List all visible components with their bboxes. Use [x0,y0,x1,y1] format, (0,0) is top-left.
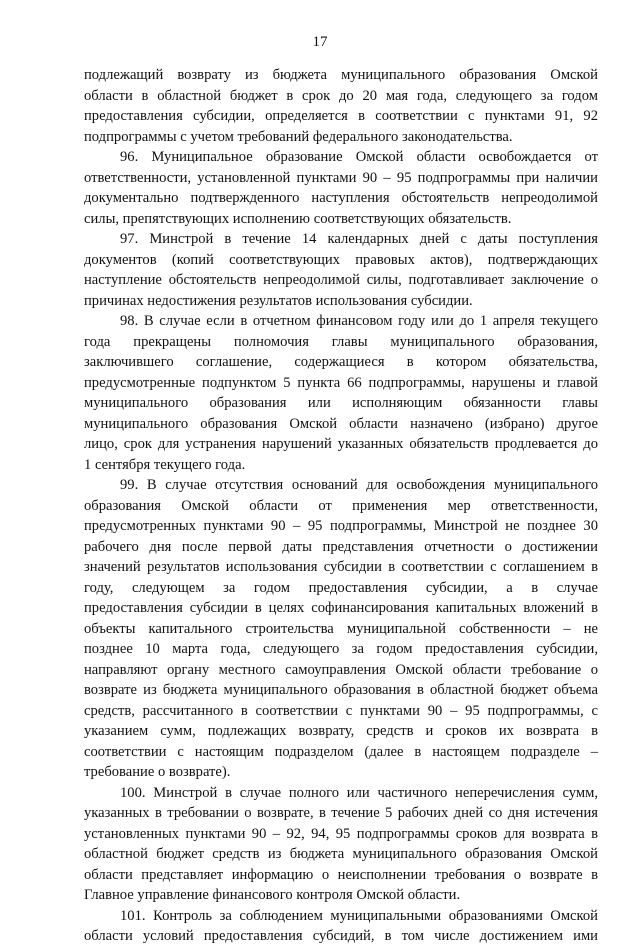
text-line: документально подтвержденного наступления обстоятельств непреодолимой [84,190,598,206]
text-line: 97. Минстрой в течение 14 календарных дней с даты поступления [120,231,598,247]
text-line: предоставления субсидии в целях софинансирования капитальных вложений в [84,600,598,616]
text-line: предусмотренных пунктами 90 – 95 подпрограммы, Минстрой не позднее 30 [84,518,598,534]
text-line: соответствии с настоящим подразделом (далее в настоящем подразделе – [84,743,598,760]
text-line: года прекращены полномочия главы муниципального образования, [84,333,598,350]
text-line: 100. Минстрой в случае полного или частичного неперечисления сумм, [120,784,598,801]
text-line: подлежащий возврату из бюджета муниципального образования Омской [84,67,598,83]
text-line: области представляет информацию о неисполнении требования о возврате в [84,866,598,883]
text-line: 99. В случае отсутствия оснований для освобождения муниципального [120,477,598,493]
text-line: позднее 10 марта года, следующего за годом предоставления субсидии, [84,641,598,657]
text-line: подпрограммы с учетом требований федерального законодательства. [84,128,513,145]
text-line: заключившего соглашение, содержащиеся в котором обязательства, [84,354,598,370]
text-line: указанием сумм, подлежащих возврату, средств и сроков их возврата в [84,723,598,739]
text-line: области условий предоставления субсидий, в том числе достижением ими [84,928,598,944]
text-line: объекты капитального строительства муниципальной собственности – не [84,620,598,637]
text-line: средств, рассчитанного в соответствии с пунктами 90 – 95 подпрограммы, с [84,702,598,719]
text-line: предусмотренные подпунктом 5 пункта 66 подпрограммы, нарушены и главой [84,374,598,391]
text-line: ответственности, установленной пунктами 90 – 95 подпрограммы при наличии [84,169,598,186]
text-line: муниципального образования или исполняющим обязанности главы [84,395,598,411]
page-number: 17 [312,34,328,50]
text-line: 98. В случае если в отчетном финансовом году или до 1 апреля текущего [120,313,598,329]
text-line: предоставления субсидии, определяется в соответствии с пунктами 91, 92 [84,108,598,124]
text-line: 96. Муниципальное образование Омской области освобождается от [120,149,598,165]
text-line: 1 сентября текущего года. [84,456,246,473]
text-line: возврате из бюджета муниципального образования в областной бюджет объема [84,682,598,698]
text-line: рабочего дня после первой даты представления отчетности о достижении [84,538,598,555]
text-line: наступление обстоятельств непреодолимой силы, подготавливает заключение о [84,272,598,288]
text-line: 101. Контроль за соблюдением муниципальными образованиями Омской [120,907,598,924]
text-line: направляют органу местного самоуправления Омской области требование о [84,661,598,678]
document-body [84,65,598,947]
text-line: Главное управление финансового контроля Омской области. [84,887,461,903]
text-line: области в областной бюджет в срок до 20 мая года, следующего за годом [84,87,598,104]
text-line: образования Омской области от применения мер ответственности, [84,497,598,514]
text-line: областной бюджет средств из бюджета муниципального образования Омской [84,846,598,862]
text-line: документов (копий соответствующих правовых актов), подтверждающих [84,251,598,268]
text-line: лицо, срок для устранения нарушений указанных обязательств продлевается до [84,436,598,452]
text-line: требование о возврате). [84,764,231,780]
text-line: силы, препятствующих исполнению соответствующих обязательств. [84,210,512,227]
text-line: муниципального образования Омской области назначено (избрано) другое [84,415,598,432]
text-line: году, следующем за годом предоставления субсидии, а в случае [84,579,598,596]
text-line: значений результатов использования субсидии в соответствии с соглашением в [84,559,598,575]
text-line: причинах недостижения результатов использования субсидии. [84,292,473,309]
text-line: указанных в требовании о возврате, в течение 5 рабочих дней со дня истечения [84,805,598,821]
text-line: установленных пунктами 90 – 92, 94, 95 подпрограммы сроков для возврата в [84,825,598,842]
